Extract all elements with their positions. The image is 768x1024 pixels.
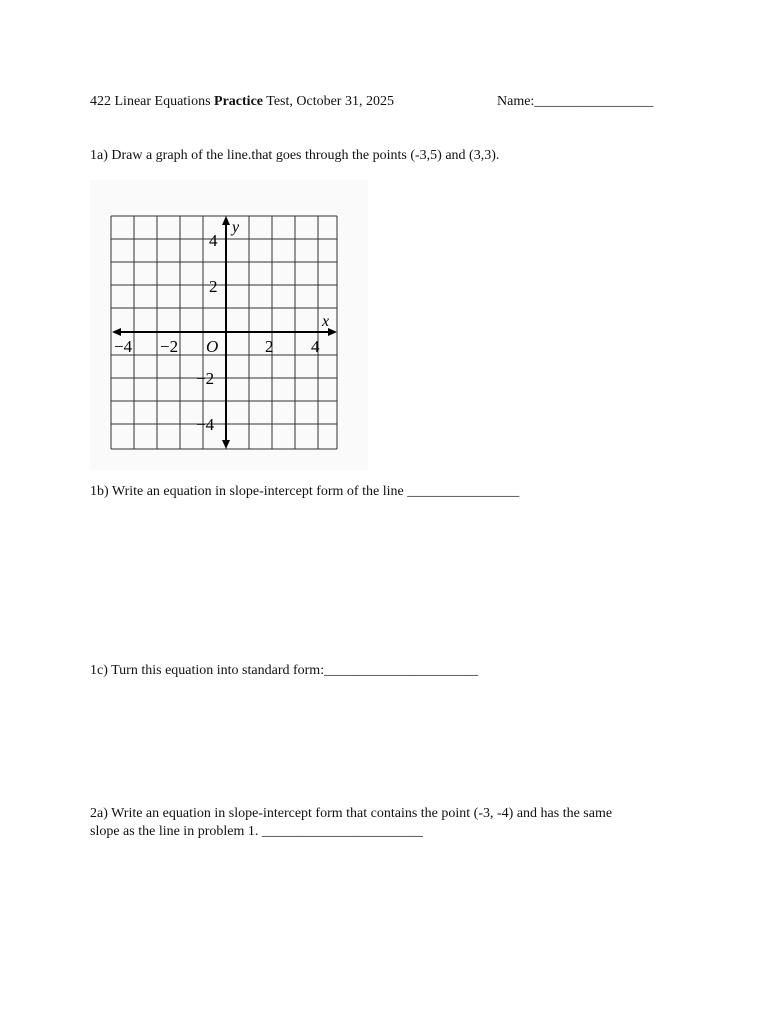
y-tick-label: −2 (196, 369, 215, 388)
x-tick-label: −2 (160, 337, 179, 356)
x-tick-label: −4 (114, 337, 133, 356)
origin-label: O (206, 337, 219, 356)
name-field[interactable]: Name:_________________ (497, 94, 654, 109)
y-tick-label: −4 (196, 415, 215, 434)
y-tick-label: 4 (209, 231, 218, 250)
x-tick-label: 2 (265, 337, 274, 356)
question-1a: 1a) Draw a graph of the line.that goes through the points (-3,5) and (3,3). (90, 148, 500, 163)
y-tick-label: 2 (209, 277, 218, 296)
x-axis-label: x (322, 313, 330, 330)
x-axis-right-arrow (328, 328, 337, 336)
x-axis-left-arrow (112, 328, 121, 336)
y-axis-bottom-arrow (222, 440, 230, 449)
y-axis-top-arrow (222, 216, 230, 225)
title-prefix: 422 Linear Equations (90, 94, 215, 109)
y-axis-label: y (232, 219, 240, 236)
question-2a-line1: 2a) Write an equation in slope-intercept form that contains the point (-3, -4) and has the same (90, 806, 613, 821)
title-bold-word: Practice (214, 94, 263, 109)
question-1b: 1b) Write an equation in slope-intercept form of the line ________________ (90, 484, 520, 499)
coordinate-grid (90, 180, 368, 470)
x-tick-label: 4 (311, 337, 320, 356)
question-2a-line2: slope as the line in problem 1. _______________________ (90, 824, 423, 839)
test-title (90, 93, 394, 111)
question-1c: 1c) Turn this equation into standard form:______________________ (90, 663, 479, 678)
title-suffix: Test, October 31, 2025 (263, 94, 394, 109)
